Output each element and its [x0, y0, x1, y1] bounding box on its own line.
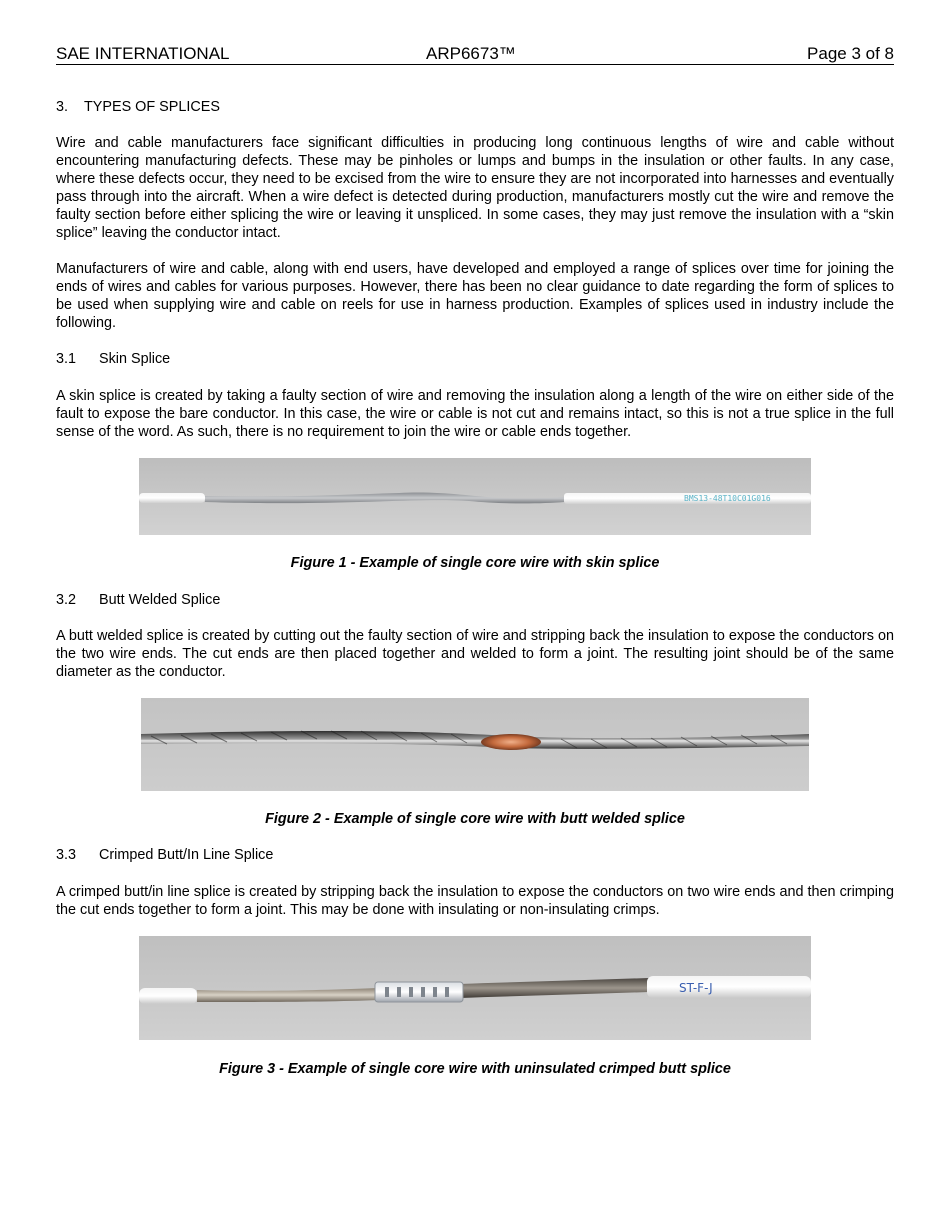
section-number: 3.3 — [56, 847, 77, 863]
section-3-1-paragraph: A skin splice is created by taking a faulty section of wire and removing the insulation along a length of the wire on either side of the fault to expose the bare conductor. In this case, the wire or cable is not cut and remains intact, so this is not a true splice in the full sense of the word. As such, there is no requirement to join the wire or cable ends together. — [56, 388, 894, 440]
page-header — [56, 44, 894, 65]
publisher-name: SAE INTERNATIONAL — [56, 44, 230, 63]
wire-marking-text: BMS13-48T10C01G016 — [684, 494, 771, 503]
section-3-heading — [56, 98, 894, 116]
section-3-3-paragraph: A crimped butt/in line splice is created by stripping back the insulation to expose the conductors on two wire ends and then crimping the cut ends together to form a joint. This may be done with insulating or non-insulating crimps. — [56, 884, 894, 918]
section-title: Butt Welded Splice — [99, 592, 221, 608]
section-title: Crimped Butt/In Line Splice — [99, 847, 274, 863]
section-number: 3. — [56, 99, 69, 115]
section-number: 3.2 — [56, 592, 77, 608]
section-3-paragraph-2: Manufacturers of wire and cable, along with end users, have developed and employed a range of splices over time for joining the ends of wires and cables for various purposes. However, there has been no clear guidance to date regarding the form of splices to be used when supplying wire and cable on reels for use in harness production. Examples of splices used in industry include the following. — [56, 261, 894, 331]
section-3-paragraph-1: Wire and cable manufacturers face significant difficulties in producing long continuous lengths of wire and cable without encountering manufacturing defects. These may be pinholes or lumps and bumps in the insulation or other faults. In any case, where these defects occur, they need to be excised from the wire to ensure they are not incorporated into harnesses and eventually pass through into the aircraft. When a wire defect is detected during production, manufacturers mostly cut the wire and remove the faulty section before either splicing the wire or leaving it unspliced. In some cases, they may just remove the insulation with a “skin splice” leaving the conductor intact. — [56, 135, 894, 241]
figure-3-crimped-splice-photo — [139, 936, 811, 1040]
figure-3-caption: Figure 3 - Example of single core wire with uninsulated crimped butt splice — [219, 1061, 731, 1077]
document-number: ARP6673™ — [426, 44, 516, 63]
section-title: Skin Splice — [99, 351, 171, 367]
section-3-2-paragraph: A butt welded splice is created by cutting out the faulty section of wire and stripping back the insulation to expose the conductors on the two wire ends. The cut ends are then placed together and welded to form a joint. The resulting joint should be of the same diameter as the conductor. — [56, 628, 894, 680]
figure-2-butt-welded-splice-photo — [141, 698, 809, 791]
section-3-1-heading — [56, 350, 894, 368]
figure-1-caption: Figure 1 - Example of single core wire with skin splice — [290, 555, 660, 571]
section-3-2-heading — [56, 591, 894, 609]
section-3-3-heading — [56, 846, 894, 864]
handwritten-wire-label: ST-F-J — [679, 981, 713, 995]
section-number: 3.1 — [56, 351, 77, 367]
figure-2-caption: Figure 2 - Example of single core wire with butt welded splice — [265, 811, 685, 827]
section-title: TYPES OF SPLICES — [84, 99, 220, 115]
figure-1-skin-splice-photo — [139, 458, 811, 535]
page-number: Page 3 of 8 — [807, 44, 894, 63]
